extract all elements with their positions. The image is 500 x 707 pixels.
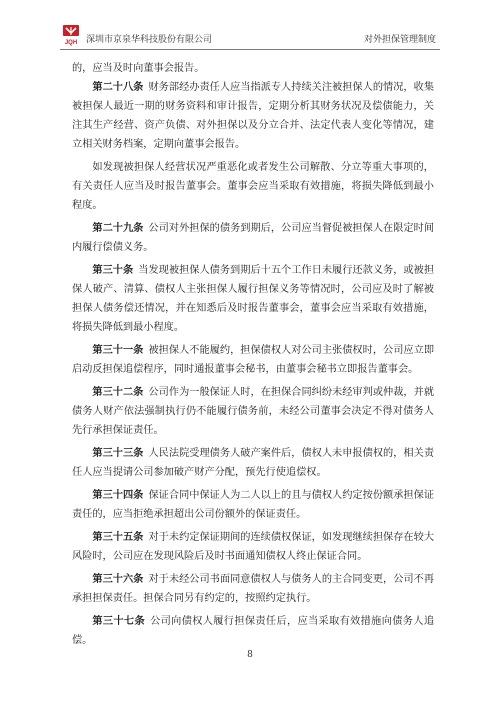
article-33 [72,444,434,482]
article-number: 第三十二条 [92,386,144,398]
paragraph-text: 的，应当及时向董事会报告。 [72,63,205,74]
article-text: 公司向债权人履行担保责任后，应当采取有效措施向债务人追偿。 [72,616,435,646]
article-text: 公司对外担保的债务到期后，公司应当督促被担保人在限定时间内履行偿债义务。 [72,223,435,253]
article-37 [72,612,434,650]
article-28 [72,78,434,154]
page-header [60,24,440,48]
article-number: 第三十七条 [92,615,146,627]
article-number: 第三十四条 [92,489,144,501]
article-number: 第三十条 [92,264,134,276]
article-number: 第二十九条 [92,222,144,234]
header-divider [60,49,440,50]
article-text: 财务部经办责任人应当指派专人持续关注被担保人的情况，收集被担保人最近一期的财务资料和审计报告，定期分析其财务状况及偿债能力，关注其生产经营、资产负债、对外担保以及分立合并、法定代表人变化等情况，建立相关财务档案，定期向董事会报告。 [72,82,435,150]
article-text: 当发现被担保人债务到期后十五个工作日未履行还款义务，或被担保人破产、清算、债权人主张担保人履行担保义务等情况时，公司应及时了解被担保人债务偿还情况，并在知悉后及时报告董事会，董事会应当采取有效措施，将损失降低到最小程度。 [72,265,435,333]
paragraph-text: 如发现被担保人经营状况严重恶化或者发生公司解散、分立等重大事项的，有关责任人应当及时报告董事会。董事会应当采取有效措施，将损失降低到最小程度。 [72,162,434,211]
company-name: 深圳市京泉华科技股份有限公司 [86,35,213,45]
article-28-cont [72,158,434,215]
page-number: 8 [247,650,253,660]
paragraph-continuation [72,59,434,78]
article-32 [72,383,434,440]
article-34 [72,486,434,524]
article-text: 被担保人不能履约，担保债权人对公司主张债权时，公司应立即启动反担保追偿程序，同时通报董事会秘书，由董事会秘书立即报告董事会。 [72,345,435,375]
document-title: 对外担保管理制度 [363,35,436,45]
article-number: 第三十三条 [92,447,144,459]
article-text: 人民法院受理债务人破产案件后，债权人未申报债权的，相关责任人应当提请公司参加破产财产分配，预先行使追偿权。 [72,448,435,478]
article-31 [72,341,434,379]
logo-text: JQH [64,40,78,46]
article-35 [72,528,434,566]
article-text: 对于未约定保证期间的连续债权保证，如发现继续担保存在较大风险时，公司应在发现风险后及时书面通知债权人终止保证合同。 [72,532,435,562]
article-30 [72,261,434,337]
article-29 [72,219,434,257]
article-36 [72,570,434,608]
company-logo [60,24,82,46]
article-text: 对于未经公司书面同意债权人与债务人的主合同变更，公司不再承担担保责任。担保合同另有约定的，按照约定执行。 [72,574,435,604]
article-text: 公司作为一般保证人时，在担保合同纠纷未经审判或仲裁，并就债务人财产依法强制执行仍不能履行债务前，未经公司董事会决定不得对债务人先行承担保证责任。 [72,387,435,436]
document-body [72,59,434,650]
article-number: 第三十六条 [92,573,144,585]
article-number: 第二十八条 [92,81,144,93]
article-number: 第三十五条 [92,531,144,543]
article-text: 保证合同中保证人为二人以上的且与债权人约定按份额承担保证责任的，应当拒绝承担超出公司份额外的保证责任。 [72,490,435,520]
article-number: 第三十一条 [92,344,144,356]
